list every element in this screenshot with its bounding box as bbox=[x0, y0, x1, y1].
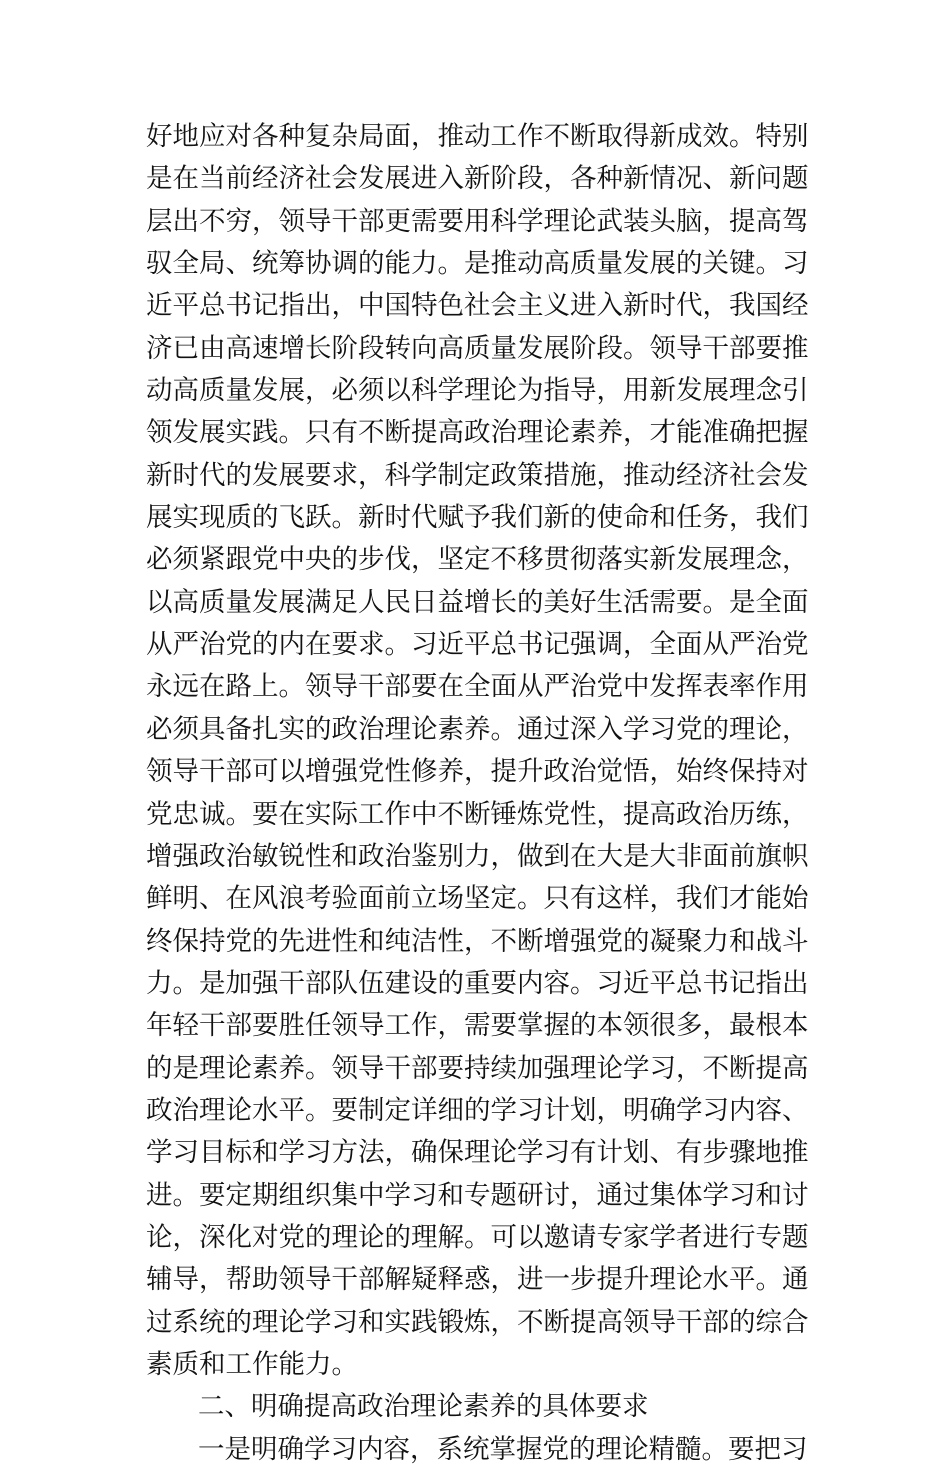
body-text-line: 辅导，帮助领导干部解疑释惑，进一步提升理论水平。通 bbox=[146, 1264, 809, 1296]
body-text-line: 济已由高速增长阶段转向高质量发展阶段。领导干部要推 bbox=[146, 332, 809, 364]
body-text-line: 好地应对各种复杂局面，推动工作不断取得新成效。特别 bbox=[146, 121, 809, 152]
body-text-line: 新时代的发展要求，科学制定政策措施，推动经济社会发 bbox=[146, 459, 809, 491]
body-text-line: 年轻干部要胜任领导工作，需要掌握的本领很多，最根本 bbox=[146, 1010, 809, 1042]
body-text-line: 政治理论水平。要制定详细的学习计划，明确学习内容、 bbox=[146, 1094, 809, 1126]
body-text-line: 进。要定期组织集中学习和专题研讨，通过集体学习和讨 bbox=[146, 1179, 809, 1211]
body-text-line: 层出不穷，领导干部更需要用科学理论武装头脑，提高驾 bbox=[146, 205, 809, 237]
body-text-line: 必须紧跟党中央的步伐，坚定不移贯彻落实新发展理念， bbox=[146, 544, 809, 576]
body-text-line: 以高质量发展满足人民日益增长的美好生活需要。是全面 bbox=[146, 586, 809, 618]
body-text-line: 是在当前经济社会发展进入新阶段，各种新情况、新问题 bbox=[146, 163, 809, 195]
body-text-line: 驭全局、统筹协调的能力。是推动高质量发展的关键。习 bbox=[146, 248, 809, 280]
body-text-line: 鲜明、在风浪考验面前立场坚定。只有这样，我们才能始 bbox=[146, 883, 809, 915]
body-text-line: 的是理论素养。领导干部要持续加强理论学习，不断提高 bbox=[146, 1052, 809, 1084]
body-text-line: 终保持党的先进性和纯洁性，不断增强党的凝聚力和战斗 bbox=[146, 925, 809, 957]
body-text-line: 必须具备扎实的政治理论素养。通过深入学习党的理论， bbox=[146, 713, 809, 745]
body-text-line: 力。是加强干部队伍建设的重要内容。习近平总书记指出 bbox=[146, 967, 809, 999]
body-text-line: 论，深化对党的理论的理解。可以邀请专家学者进行专题 bbox=[146, 1221, 809, 1253]
body-text-line: 学习目标和学习方法，确保理论学习有计划、有步骤地推 bbox=[146, 1137, 809, 1169]
body-text-line: 近平总书记指出，中国特色社会主义进入新时代，我国经 bbox=[146, 290, 809, 322]
paragraph-first-line: 一是明确学习内容，系统掌握党的理论精髓。要把习 bbox=[198, 1433, 808, 1465]
body-text-line: 过系统的理论学习和实践锻炼，不断提高领导干部的综合 bbox=[146, 1306, 809, 1338]
body-text-line: 领导干部可以增强党性修养，提升政治觉悟，始终保持对 bbox=[146, 756, 809, 788]
section-heading: 二、明确提高政治理论素养的具体要求 bbox=[198, 1391, 649, 1423]
body-text-line: 领发展实践。只有不断提高政治理论素养，才能准确把握 bbox=[146, 417, 809, 449]
body-text-line: 增强政治敏锐性和政治鉴别力，做到在大是大非面前旗帜 bbox=[146, 840, 809, 872]
body-text-line: 党忠诚。要在实际工作中不断锤炼党性，提高政治历练， bbox=[146, 798, 809, 830]
body-text-line: 从严治党的内在要求。习近平总书记强调，全面从严治党 bbox=[146, 629, 809, 661]
body-text-line: 永远在路上。领导干部要在全面从严治党中发挥表率作用 bbox=[146, 671, 809, 703]
document-body bbox=[146, 116, 816, 1471]
body-text-line: 动高质量发展，必须以科学理论为指导，用新发展理念引 bbox=[146, 375, 809, 407]
body-text-line: 展实现质的飞跃。新时代赋予我们新的使命和任务，我们 bbox=[146, 502, 809, 534]
body-text-line: 素质和工作能力。 bbox=[146, 1348, 358, 1380]
